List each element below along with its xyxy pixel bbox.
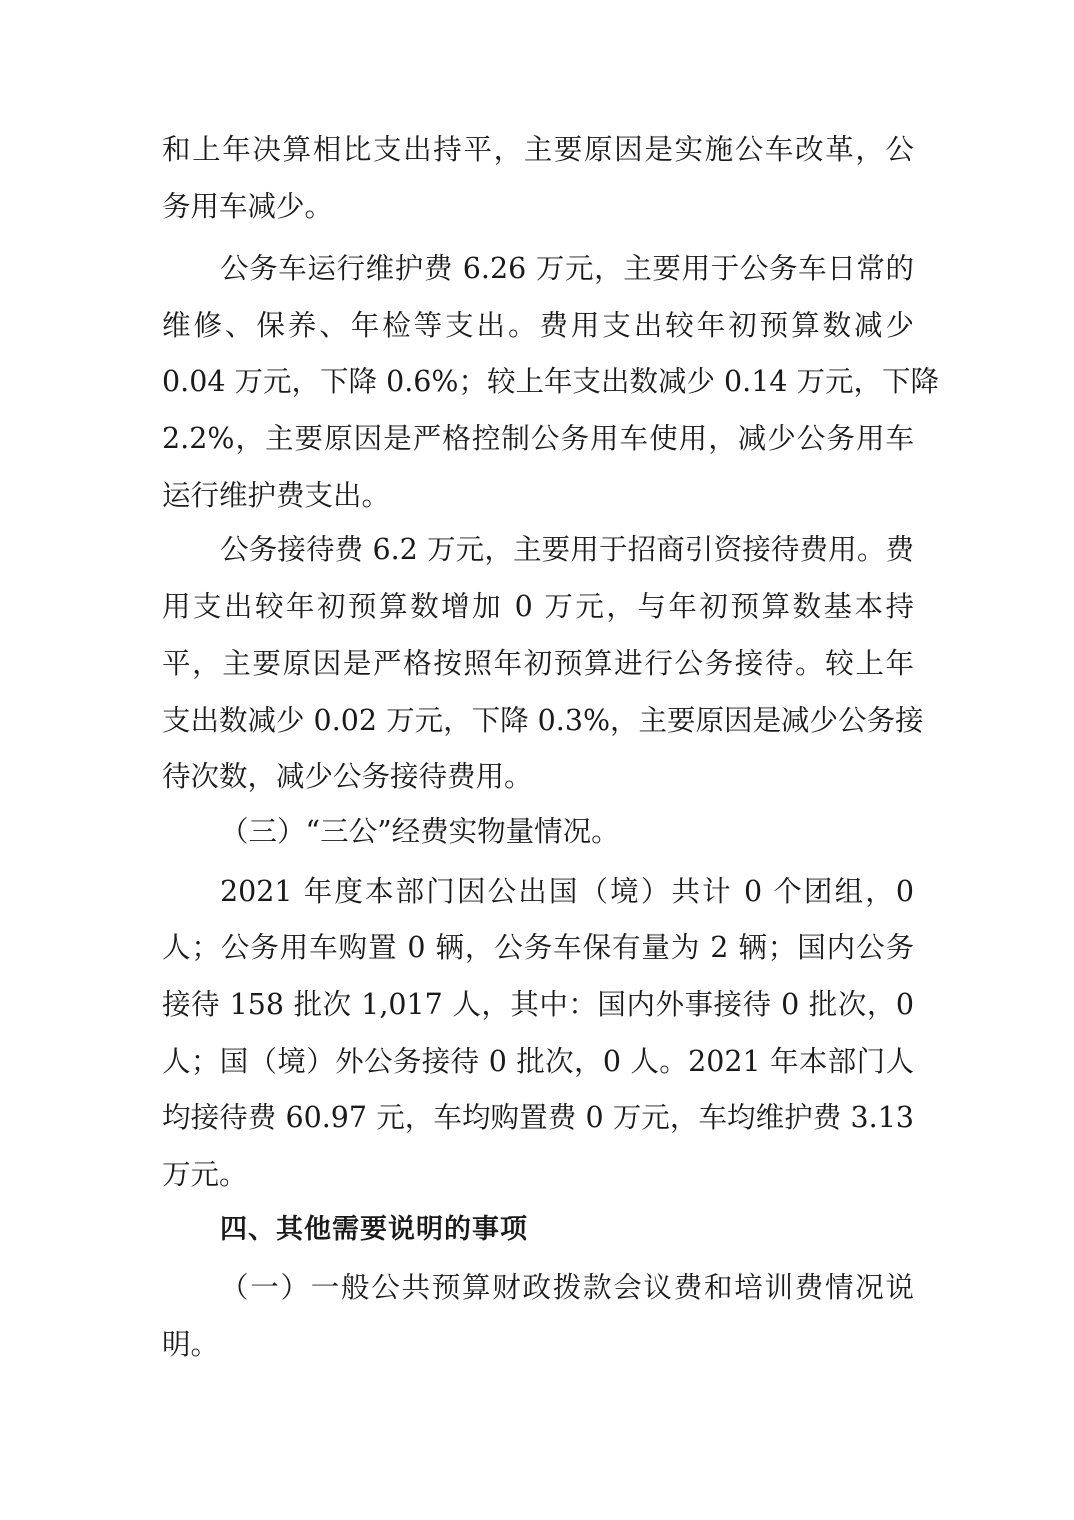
paragraph-line: 用支出较年初预算数增加 0 万元，与年初预算数基本持 bbox=[162, 590, 914, 623]
paragraph-line: 人；国（境）外公务接待 0 批次，0 人。2021 年本部门人 bbox=[162, 1045, 914, 1078]
paragraph-line: 公务车运行维护费 6.26 万元，主要用于公务车日常的 bbox=[220, 252, 914, 285]
section-subheading: （三）“三公”经费实物量情况。 bbox=[220, 815, 620, 848]
paragraph-line: 公务接待费 6.2 万元，主要用于招商引资接待费用。费 bbox=[220, 533, 914, 566]
paragraph-line: 均接待费 60.97 元，车均购置费 0 万元，车均维护费 3.13 bbox=[162, 1101, 914, 1134]
paragraph-line: 2021 年度本部门因公出国（境）共计 0 个团组，0 bbox=[220, 875, 914, 908]
paragraph-line: 人；公务用车购置 0 辆，公务车保有量为 2 辆；国内公务 bbox=[162, 931, 914, 964]
paragraph-line: 运行维护费支出。 bbox=[162, 479, 391, 512]
paragraph-line: 0.04 万元，下降 0.6%；较上年支出数减少 0.14 万元，下降 bbox=[162, 365, 940, 398]
paragraph-line: （一）一般公共预算财政拨款会议费和培训费情况说 bbox=[220, 1271, 914, 1304]
paragraph-line: 和上年决算相比支出持平，主要原因是实施公车改革，公 bbox=[162, 133, 914, 166]
paragraph-line: 维修、保养、年检等支出。费用支出较年初预算数减少 bbox=[162, 309, 914, 342]
paragraph-line: 接待 158 批次 1,017 人，其中：国内外事接待 0 批次，0 bbox=[162, 988, 914, 1021]
paragraph-line: 万元。 bbox=[162, 1158, 248, 1191]
paragraph-line: 支出数减少 0.02 万元，下降 0.3%，主要原因是减少公务接 bbox=[162, 704, 924, 737]
paragraph-line: 2.2%，主要原因是严格控制公务用车使用，减少公务用车 bbox=[162, 422, 914, 455]
paragraph-line: 平，主要原因是严格按照年初预算进行公务接待。较上年 bbox=[162, 647, 914, 680]
paragraph-line: 待次数，减少公务接待费用。 bbox=[162, 760, 533, 793]
paragraph-line: 明。 bbox=[162, 1328, 220, 1361]
section-heading: 四、其他需要说明的事项 bbox=[220, 1214, 528, 1245]
paragraph-line: 务用车减少。 bbox=[162, 190, 334, 223]
